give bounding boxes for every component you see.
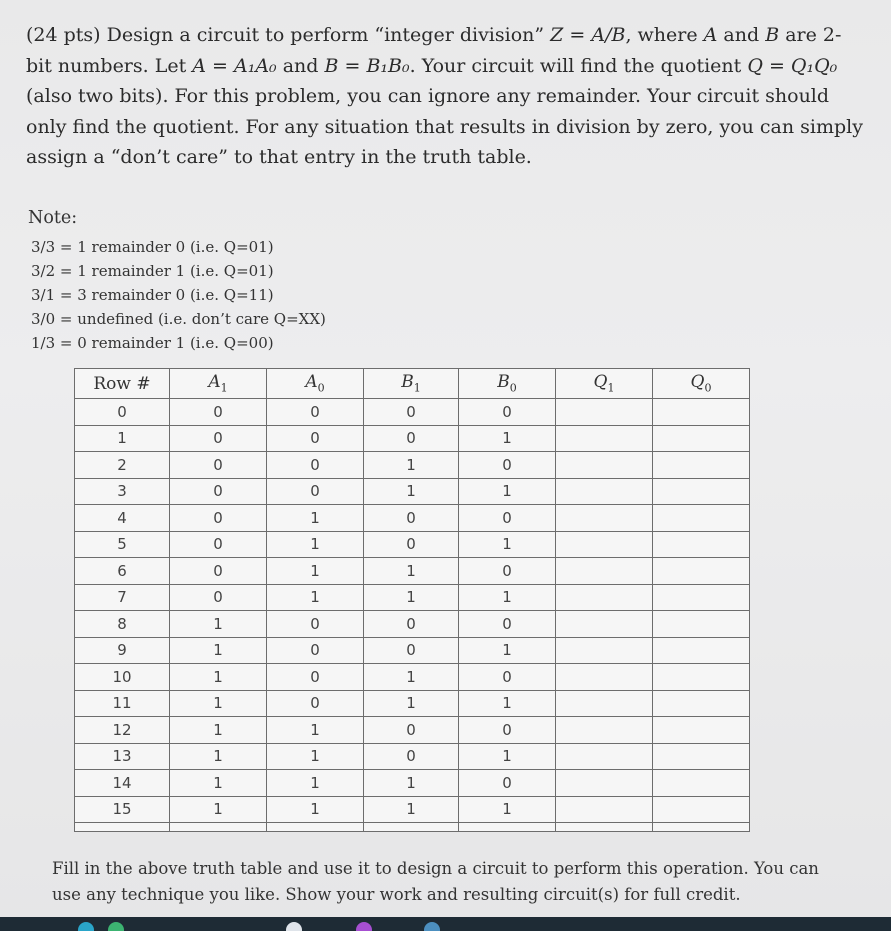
row-number-cell: 6 — [75, 558, 170, 585]
b1-cell: 0 — [364, 743, 459, 770]
b0-cell: 1 — [459, 584, 556, 611]
truth-table-row — [75, 743, 750, 770]
header-a1: $A_1$ — [170, 369, 267, 399]
b1-cell: 1 — [364, 478, 459, 505]
a1-cell: 0 — [170, 558, 267, 585]
row-number-cell: 4 — [75, 505, 170, 532]
instructions-text: Fill in the above truth table and use it to design a circuit to perform this operation. You can use any technique you like. Show your work and resulting circuit(s) for full credit. — [52, 859, 819, 904]
b0-cell: 0 — [459, 399, 556, 426]
header-b1: $B_1$ — [364, 369, 459, 399]
q0-answer-cell[interactable] — [653, 558, 750, 585]
truth-table-row — [75, 558, 750, 585]
header-q0: $Q_0$ — [653, 369, 750, 399]
row-number-cell: 11 — [75, 690, 170, 717]
b0-cell: 1 — [459, 743, 556, 770]
truth-table-row — [75, 531, 750, 558]
truth-table-bottom-row — [75, 823, 750, 832]
truth-table-row — [75, 584, 750, 611]
q0-answer-cell[interactable] — [653, 478, 750, 505]
b0-cell: 0 — [459, 664, 556, 691]
truth-table — [74, 368, 750, 832]
empty-cell — [653, 823, 750, 832]
q1-answer-cell[interactable] — [556, 743, 653, 770]
q0-answer-cell[interactable] — [653, 743, 750, 770]
a1-cell: 1 — [170, 664, 267, 691]
a0-cell: 0 — [267, 664, 364, 691]
b1-cell: 0 — [364, 425, 459, 452]
q1-answer-cell[interactable] — [556, 558, 653, 585]
a1-cell: 1 — [170, 770, 267, 797]
q1-answer-cell[interactable] — [556, 505, 653, 532]
q1-answer-cell[interactable] — [556, 611, 653, 638]
q1-answer-cell[interactable] — [556, 425, 653, 452]
empty-cell — [75, 823, 170, 832]
truth-table-row — [75, 611, 750, 638]
row-number-cell: 1 — [75, 425, 170, 452]
empty-cell — [170, 823, 267, 832]
q0-answer-cell[interactable] — [653, 399, 750, 426]
q0-answer-cell[interactable] — [653, 796, 750, 823]
q0-answer-cell[interactable] — [653, 690, 750, 717]
a0-cell: 1 — [267, 505, 364, 532]
note-list — [31, 235, 326, 355]
q1-answer-cell[interactable] — [556, 637, 653, 664]
row-number-cell: 14 — [75, 770, 170, 797]
a1-cell: 0 — [170, 478, 267, 505]
truth-table-row — [75, 425, 750, 452]
b0-cell: 1 — [459, 478, 556, 505]
taskbar-app-icon[interactable] — [356, 922, 372, 931]
q1-answer-cell[interactable] — [556, 664, 653, 691]
truth-table-row — [75, 770, 750, 797]
a1-cell: 1 — [170, 690, 267, 717]
q1-answer-cell[interactable] — [556, 770, 653, 797]
empty-cell — [459, 823, 556, 832]
b1-cell: 1 — [364, 584, 459, 611]
truth-table-row — [75, 796, 750, 823]
b1-cell: 0 — [364, 717, 459, 744]
q1-answer-cell[interactable] — [556, 478, 653, 505]
a0-cell: 1 — [267, 743, 364, 770]
q0-answer-cell[interactable] — [653, 452, 750, 479]
a0-cell: 0 — [267, 478, 364, 505]
row-number-cell: 3 — [75, 478, 170, 505]
row-number-cell: 0 — [75, 399, 170, 426]
truth-table-row — [75, 478, 750, 505]
note-line: 3/0 = undefined (i.e. don’t care Q=XX) — [31, 310, 326, 328]
q0-answer-cell[interactable] — [653, 717, 750, 744]
q1-answer-cell[interactable] — [556, 717, 653, 744]
a1-cell: 0 — [170, 505, 267, 532]
a0-cell: 0 — [267, 637, 364, 664]
q0-answer-cell[interactable] — [653, 584, 750, 611]
note-line: 1/3 = 0 remainder 1 (i.e. Q=00) — [31, 334, 274, 352]
b1-cell: 1 — [364, 664, 459, 691]
b1-cell: 1 — [364, 770, 459, 797]
a1-cell: 0 — [170, 399, 267, 426]
row-number-cell: 2 — [75, 452, 170, 479]
a0-cell: 1 — [267, 796, 364, 823]
header-q1: $Q_1$ — [556, 369, 653, 399]
truth-table-row — [75, 505, 750, 532]
truth-table-row — [75, 452, 750, 479]
q0-answer-cell[interactable] — [653, 664, 750, 691]
q0-answer-cell[interactable] — [653, 770, 750, 797]
a0-cell: 0 — [267, 452, 364, 479]
a0-cell: 1 — [267, 770, 364, 797]
header-b0: $B_0$ — [459, 369, 556, 399]
q1-answer-cell[interactable] — [556, 399, 653, 426]
taskbar — [0, 917, 891, 931]
a1-cell: 1 — [170, 796, 267, 823]
b1-cell: 1 — [364, 796, 459, 823]
q1-answer-cell[interactable] — [556, 796, 653, 823]
b0-cell: 0 — [459, 770, 556, 797]
truth-table-header-row — [75, 369, 750, 399]
row-number-cell: 7 — [75, 584, 170, 611]
a1-cell: 0 — [170, 584, 267, 611]
b0-cell: 1 — [459, 425, 556, 452]
truth-table-row — [75, 717, 750, 744]
b0-cell: 0 — [459, 717, 556, 744]
taskbar-app-icon[interactable] — [286, 922, 302, 931]
q0-answer-cell[interactable] — [653, 425, 750, 452]
empty-cell — [364, 823, 459, 832]
row-number-cell: 13 — [75, 743, 170, 770]
a1-cell: 1 — [170, 611, 267, 638]
a1-cell: 0 — [170, 452, 267, 479]
b1-cell: 0 — [364, 637, 459, 664]
a0-cell: 0 — [267, 611, 364, 638]
truth-table-row — [75, 664, 750, 691]
b0-cell: 0 — [459, 558, 556, 585]
q1-answer-cell[interactable] — [556, 452, 653, 479]
a1-cell: 1 — [170, 637, 267, 664]
row-number-cell: 15 — [75, 796, 170, 823]
question-bullet — [0, 26, 1, 48]
a0-cell: 1 — [267, 558, 364, 585]
b1-cell: 1 — [364, 558, 459, 585]
b1-cell: 0 — [364, 611, 459, 638]
b0-cell: 0 — [459, 452, 556, 479]
a0-cell: 1 — [267, 584, 364, 611]
b1-cell: 0 — [364, 531, 459, 558]
a0-cell: 1 — [267, 717, 364, 744]
question-text: (24 pts) Design a circuit to perform “integer division” Z = A/B, where A and B are 2-bit numbers. Let A = A₁A₀ and B = B₁B₀. Your circuit will find the quotient Q = Q₁Q₀ (also two bits). For this problem, you can ignore any remainder. Your circuit should only find the quotient. For any situation that results in division by zero, you can simply assign a “don’t care” to that entry in the truth table. — [26, 24, 863, 168]
a1-cell: 0 — [170, 425, 267, 452]
row-number-cell: 10 — [75, 664, 170, 691]
b0-cell: 1 — [459, 531, 556, 558]
q1-answer-cell[interactable] — [556, 531, 653, 558]
q1-answer-cell[interactable] — [556, 690, 653, 717]
taskbar-app-icon[interactable] — [78, 922, 94, 931]
b1-cell: 0 — [364, 505, 459, 532]
b0-cell: 1 — [459, 637, 556, 664]
truth-table-row — [75, 637, 750, 664]
b1-cell: 1 — [364, 690, 459, 717]
note-line: 3/1 = 3 remainder 0 (i.e. Q=11) — [31, 286, 274, 304]
row-number-cell: 5 — [75, 531, 170, 558]
a0-cell: 1 — [267, 531, 364, 558]
truth-table-row — [75, 690, 750, 717]
q0-answer-cell[interactable] — [653, 611, 750, 638]
empty-cell — [267, 823, 364, 832]
a0-cell: 0 — [267, 690, 364, 717]
row-number-cell: 8 — [75, 611, 170, 638]
q0-answer-cell[interactable] — [653, 637, 750, 664]
b0-cell: 1 — [459, 796, 556, 823]
a1-cell: 1 — [170, 717, 267, 744]
empty-cell — [556, 823, 653, 832]
a1-cell: 1 — [170, 743, 267, 770]
a0-cell: 0 — [267, 425, 364, 452]
b0-cell: 0 — [459, 505, 556, 532]
header-a0: $A_0$ — [267, 369, 364, 399]
row-number-cell: 12 — [75, 717, 170, 744]
b1-cell: 1 — [364, 452, 459, 479]
taskbar-app-icon[interactable] — [108, 922, 124, 931]
q1-answer-cell[interactable] — [556, 584, 653, 611]
b0-cell: 1 — [459, 690, 556, 717]
note-line: 3/2 = 1 remainder 1 (i.e. Q=01) — [31, 262, 274, 280]
note-title: Note: — [28, 208, 78, 228]
truth-table-row — [75, 399, 750, 426]
header-row-number: Row # — [75, 369, 170, 399]
row-number-cell: 9 — [75, 637, 170, 664]
q0-answer-cell[interactable] — [653, 505, 750, 532]
q0-answer-cell[interactable] — [653, 531, 750, 558]
a1-cell: 0 — [170, 531, 267, 558]
taskbar-app-icon[interactable] — [424, 922, 440, 931]
b0-cell: 0 — [459, 611, 556, 638]
a0-cell: 0 — [267, 399, 364, 426]
note-line: 3/3 = 1 remainder 0 (i.e. Q=01) — [31, 238, 274, 256]
question-points: (24 pts) — [26, 24, 101, 46]
b1-cell: 0 — [364, 399, 459, 426]
